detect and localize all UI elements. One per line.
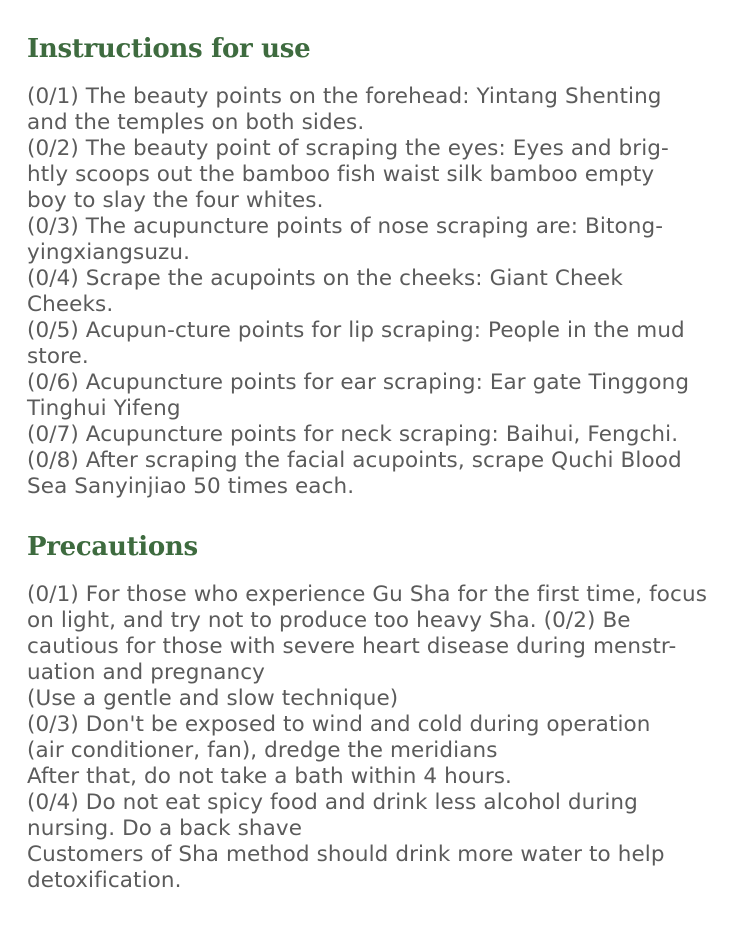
text-line: (0/2) The beauty point of scraping the eyes: Eyes and brig- bbox=[27, 136, 669, 161]
section-title-precautions: Precautions bbox=[27, 532, 198, 562]
text-line: boy to slay the four whites. bbox=[27, 188, 324, 213]
text-line: cautious for those with severe heart disease during menstr- bbox=[27, 634, 677, 659]
instructions-text bbox=[27, 84, 742, 500]
text-line: (0/7) Acupuncture points for neck scraping: Baihui, Fengchi. bbox=[27, 422, 679, 447]
text-line: (0/6) Acupuncture points for ear scraping: Ear gate Tinggong bbox=[27, 370, 690, 395]
text-line: store. bbox=[27, 344, 89, 369]
text-line: nursing. Do a back shave bbox=[27, 816, 303, 841]
precautions-section bbox=[27, 528, 742, 894]
text-line: (Use a gentle and slow technique) bbox=[27, 686, 399, 711]
section-title-instructions: Instructions for use bbox=[27, 34, 311, 64]
text-line: htly scoops out the bamboo fish waist silk bamboo empty bbox=[27, 162, 655, 187]
text-line: (0/3) The acupuncture points of nose scraping are: Bitong- bbox=[27, 214, 664, 239]
section-divider bbox=[27, 500, 742, 528]
text-line: (0/1) For those who experience Gu Sha for the first time, focus bbox=[27, 582, 707, 607]
text-line: and the temples on both sides. bbox=[27, 110, 365, 135]
instructions-section bbox=[27, 30, 742, 500]
text-line: (air conditioner, fan), dredge the meridians bbox=[27, 738, 498, 763]
text-line: on light, and try not to produce too heavy Sha. (0/2) Be bbox=[27, 608, 631, 633]
text-line: After that, do not take a bath within 4 hours. bbox=[27, 764, 512, 789]
text-line: Cheeks. bbox=[27, 292, 114, 317]
text-line: (0/4) Scrape the acupoints on the cheeks: Giant Cheek bbox=[27, 266, 623, 291]
text-line: Sea Sanyinjiao 50 times each. bbox=[27, 474, 355, 499]
precautions-text bbox=[27, 582, 742, 894]
text-line: yingxiangsuzu. bbox=[27, 240, 191, 265]
text-line: uation and pregnancy bbox=[27, 660, 265, 685]
text-line: (0/3) Don't be exposed to wind and cold during operation bbox=[27, 712, 651, 737]
document-page bbox=[27, 30, 742, 894]
text-line: (0/5) Acupun-cture points for lip scraping: People in the mud bbox=[27, 318, 685, 343]
text-line: Customers of Sha method should drink more water to help bbox=[27, 842, 665, 867]
text-line: (0/8) After scraping the facial acupoints, scrape Quchi Blood bbox=[27, 448, 682, 473]
text-line: (0/1) The beauty points on the forehead: Yintang Shenting bbox=[27, 84, 662, 109]
text-line: Tinghui Yifeng bbox=[27, 396, 181, 421]
text-line: (0/4) Do not eat spicy food and drink less alcohol during bbox=[27, 790, 638, 815]
text-line: detoxification. bbox=[27, 868, 182, 893]
